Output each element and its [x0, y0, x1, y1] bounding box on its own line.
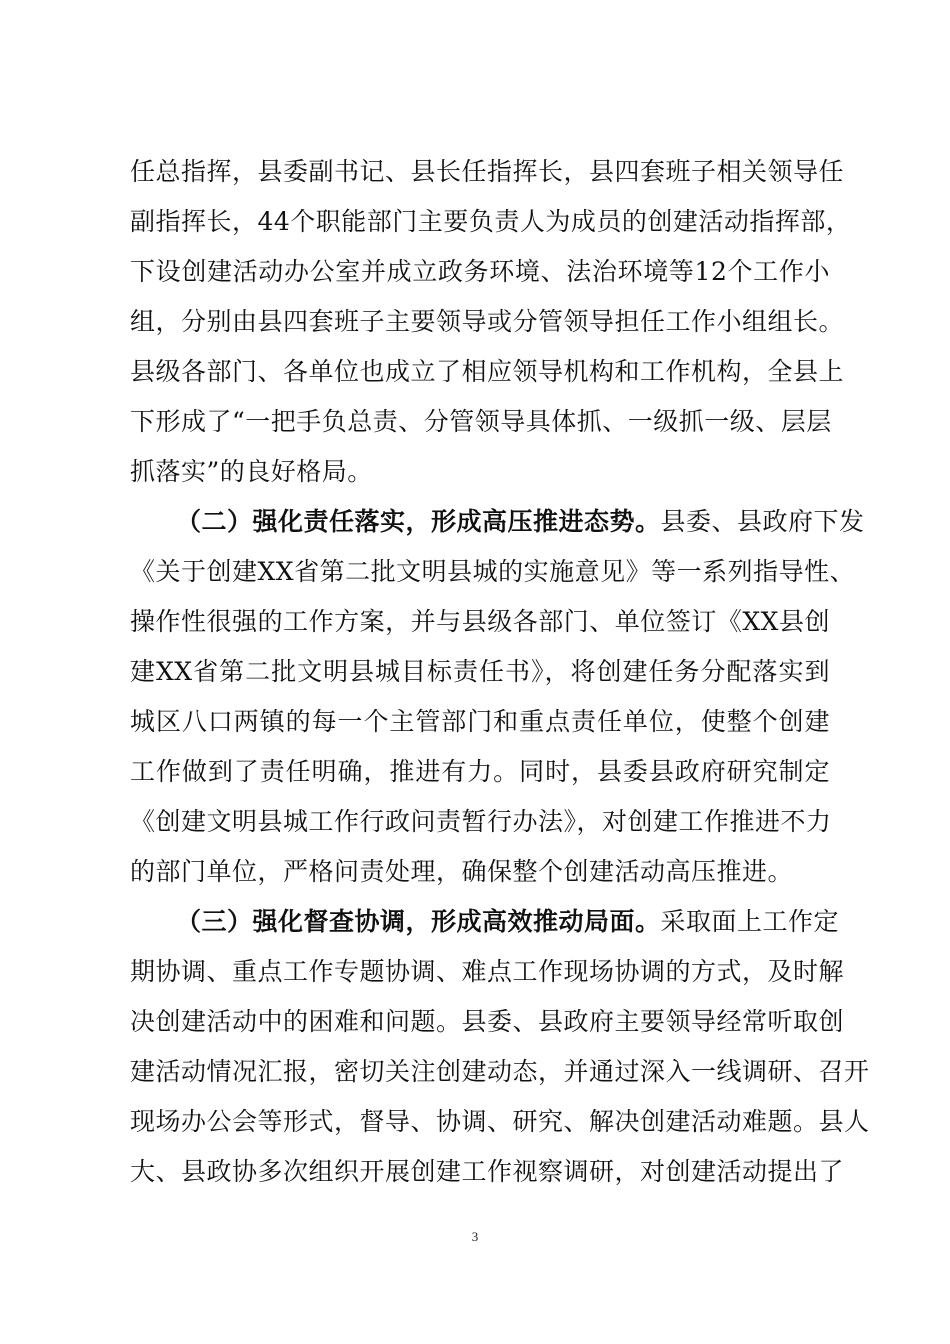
paragraph-line: 操作性很强的工作方案，并与县级各部门、单位签订《XX县创 — [130, 607, 830, 636]
section-two-heading: （二）强化责任落实，形成高压推进态势。 — [176, 507, 661, 536]
section-three-heading: （三）强化督查协调，形成高效推动局面。 — [176, 907, 661, 936]
paragraph-line: 副指挥长，44个职能部门主要负责人为成员的创建活动指挥部， — [130, 207, 852, 236]
paragraph-line: 下形成了“一把手负总责、分管领导具体抓、一级抓一级、层层 — [130, 407, 832, 436]
section-three-first-line — [176, 907, 840, 939]
section-two-first-text: 县委、县政府下发 — [660, 507, 865, 536]
paragraph-line: 县级各部门、各单位也成立了相应领导机构和工作机构，全县上 — [130, 357, 845, 386]
paragraph-line: 的部门单位，严格问责处理，确保整个创建活动高压推进。 — [130, 857, 794, 886]
paragraph-line: 《关于创建XX省第二批文明县城的实施意见》等一系列指导性、 — [130, 557, 856, 586]
paragraph-line: 城区八口两镇的每一个主管部门和重点责任单位，使整个创建 — [130, 707, 830, 736]
paragraph-line: 组，分别由县四套班子主要领导或分管领导担任工作小组组长。 — [130, 307, 845, 336]
paragraph-line: 下设创建活动办公室并成立政务环境、法治环境等12个工作小 — [130, 257, 830, 286]
paragraph-line: 现场办公会等形式，督导、协调、研究、解决创建活动难题。县人 — [130, 1107, 870, 1136]
section-three-first-text: 采取面上工作定 — [660, 907, 840, 936]
paragraph-line: 决创建活动中的困难和问题。县委、县政府主要领导经常听取创 — [130, 1007, 845, 1036]
paragraph-line: 抓落实”的良好格局。 — [130, 457, 373, 486]
paragraph-line: 任总指挥，县委副书记、县长任指挥长，县四套班子相关领导任 — [130, 157, 845, 186]
page-number: 3 — [471, 1229, 479, 1244]
paragraph-line: 建XX省第二批文明县城目标责任书》，将创建任务分配落实到 — [130, 657, 830, 686]
paragraph-line: 建活动情况汇报，密切关注创建动态，并通过深入一线调研、召开 — [130, 1057, 870, 1086]
paragraph-line: 期协调、重点工作专题协调、难点工作现场协调的方式，及时解 — [130, 957, 845, 986]
section-two-first-line — [176, 507, 865, 539]
paragraph-line: 工作做到了责任明确，推进有力。同时，县委县政府研究制定 — [130, 757, 830, 786]
paragraph-line: 大、县政协多次组织开展创建工作视察调研，对创建活动提出了 — [130, 1157, 845, 1186]
paragraph-line: 《创建文明县城工作行政问责暂行办法》，对创建工作推进不力 — [130, 807, 832, 836]
